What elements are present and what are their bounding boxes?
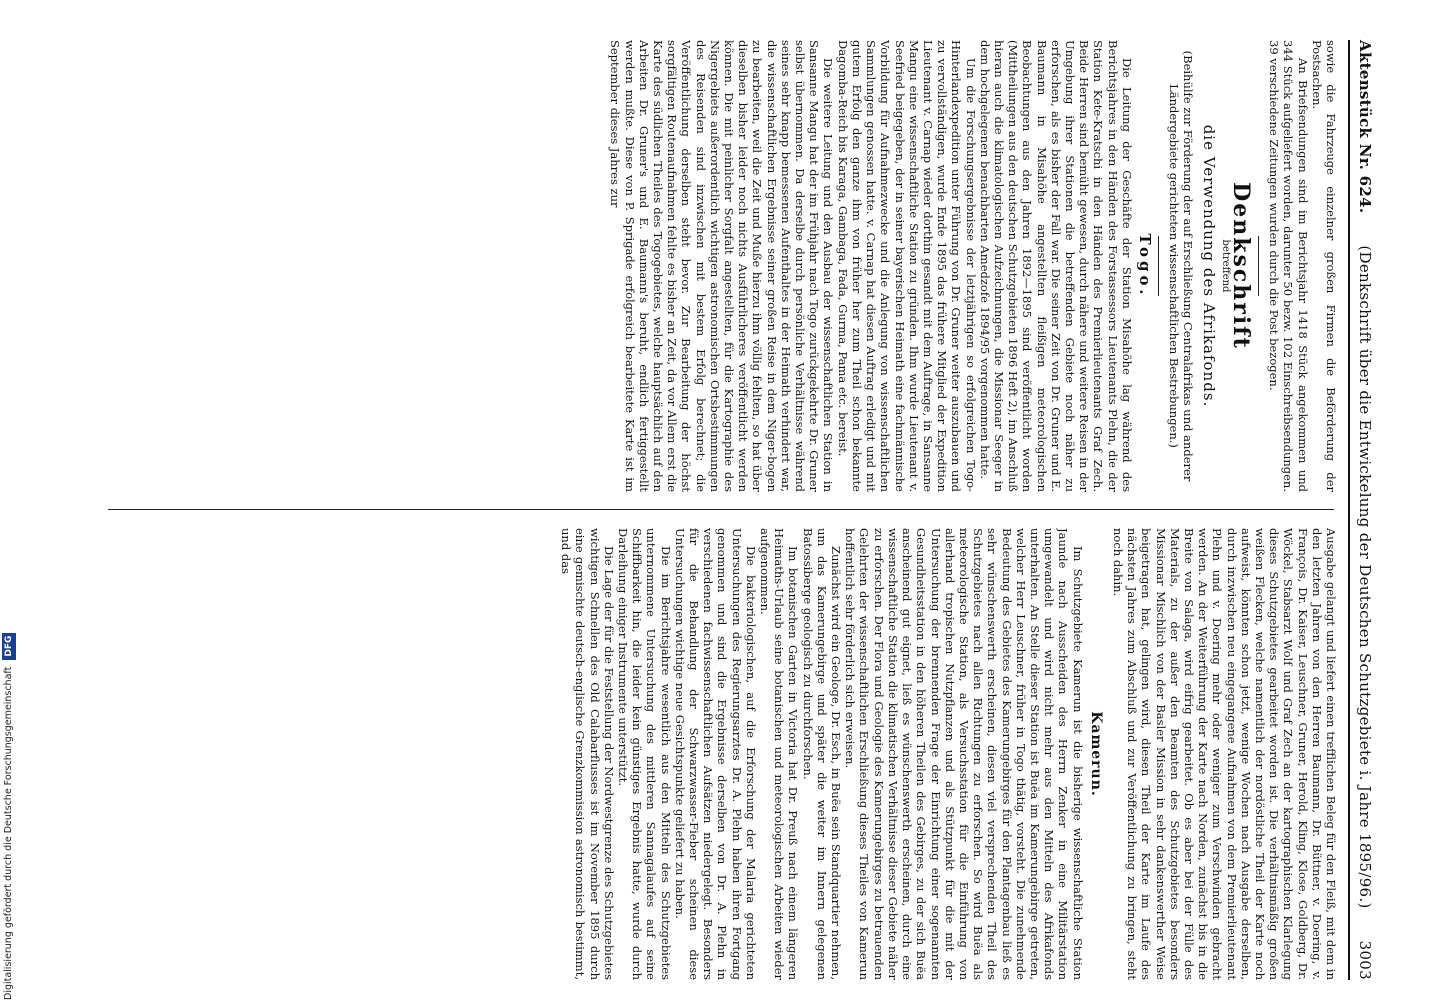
intro-paragraph: An Briefsendungen sind im Berichtsjahr 1418 Stück angekommen und 344 Stück aufgeliefert worden, darunter 50 bezw. 102 Einschreibsendungen. 39 verschiedene Zeitungen wurden durch die Post bezogen. [1267,40,1310,492]
kamerun-paragraph: Zunächst wird ein Geologe, Dr. Esch, in Buëa sein Standquartier nehmen, um das Kamerungebirge und später die weiter im Innern gelegenen Batossiberge geologisch zu durchforschen. [800,528,844,980]
togo-paragraph: Die weitere Leitung und den Ausbau der wissenschaftlichen Station in Sansanne Mangu hat der im Frühjahr nach Togo zurückgekehrte Dr. Gruner selbst übernommen. Da derselbe durch persönliche Verhältnisse während seines sehr knapp bemessenen Aufenthaltes in der Heimath verhindert war, die wissenschaftlichen Ergebnisse seiner großen Reise in dem Niger-bogen zu bearbeiten, weil die Zeit und Muße hierzu ihm völlig fehlten, so hat über dieselben bisher leider noch nichts Ausführlicheres veröffentlicht werden können. Die mit peinlicher Sorgfalt angestellten, für die Kartographie des Nigergebiets außerordentlich wichtigen astronomischen Ortsbestimmungen des Reisenden sind inzwischen mit bestem Erfolg berechnet; die Veröffentlichung derselben steht bevor. Zur Bearbeitung der höchst sorgfältigen Routenaufnahmen fehlte es bisher an Zeit, da vor Allem erst die Karte des südlichen Theiles des Togogebietes, welche hauptsächlich auf den Arbeiten Dr. Gruner's und E. Baumann's beruht, endlich fertiggestellt werden mußte. Diese von P. Sprigade erfolgreich bearbeitete Karte ist im September dieses Jahres zur [608,40,836,492]
section-heading-togo: Togo. [1135,233,1154,299]
separator-rule [1158,236,1159,296]
memorandum-subtitle: betreffend [1219,239,1231,293]
kamerun-paragraph: Im botanischen Garten in Victoria hat Dr. Preuß nach einem längeren Heimaths-Urlaub seine botanischen und meteorologischen Arbeiten wieder aufgenommen. [758,528,801,980]
digitization-credit [2,580,16,1000]
intro-paragraph: sowie die Fahrzeuge einzelner großen Firmen die Beförderung der Postsachen. [1309,40,1338,492]
page-number: 3003 [1356,940,1374,980]
kamerun-paragraph: Die im Berichtsjahre wesentlich aus den Mitteln des Schutzgebietes unternommene Untersuchung des mittleren Sannagalaufes auf seine Schiffbarkeit hin, die leider kein günstiges Ergebnis hatte, wurde durch Darleihung einiger Instrumente unterstützt. [616,528,673,980]
credit-text: Digitalisierung gefördert durch die Deutsche Forschungsgemeinschaft [3,666,14,1000]
separator-rule [1258,236,1259,296]
left-column [108,40,1338,492]
kamerun-paragraph: Die Lage der für die Feststellung der Nordwestgrenze des Schutzgebietes wichtigen Schnellen des Old Calabarflusses ist im November 1895 durch eine gemischte deutsch-englische Grenzkommission astronomisch bestimmt, und das [559,528,616,980]
togo-paragraph: Um die Forschungsergebnisse der letztjährigen so erfolgreichen Togo-Hinterlandexpedition unter Führung von Dr. Gruner weiter auszubauen und zu vervollständigen, wurde Ende 1895 das frühere Mitglied der Expedition Lieutenant v. Carnap wieder dorthin gesandt mit dem Auftrage, in Sansanne Mangu eine wissenschaftliche Station zu gründen. Ihm wurde Lieutenant v. Seefried beigegeben, der in seiner bayerischen Heimath eine fachmännische Vorbildung für Aufnahmezwecke und die Anlegung von wissenschaftlichen Sammlungen genossen hatte. v. Carnap hat diesen Auftrag erledigt und mit gutem Erfolg den ganze ihm von früher her zum Theil schon bekannte Dagomba-Reich bis Karaga, Gambaga, Fada, Gurma, Pama etc. bereist. [835,40,978,492]
togo-paragraph: Die Leitung der Geschäfte der Station Misahöhe lag während des Berichtsjahres in den Händen des Forstassessors Lieutenants Plehn, die der Station Kete-Kratschi in den Händen des Premierlieutenants Graf Zech. Beide Herren sind bemüht gewesen, durch nähere und weitere Reisen in der Umgebung ihrer Stationen die betreffenden Gebiete noch näher zu erforschen, als es bisher der Fall war. Die seiner Zeit von Dr. Gruner und E. Baumann in Misahöhe angestellten fleißigen meteorologischen Beobachtungen aus den Jahren 1892—1895 sind veröffentlicht worden (Mittheilungen aus den deutschen Schutzgebieten 1896 Heft 2), im Anschluß hieran auch die klimatologischen Aufzeichnungen, die Missionar Seeger in dem hochgelegenen benachbarten Amedzofe 1894/95 vorgenommen hatte. [977,40,1134,492]
page-header [1348,40,1380,980]
running-title: (Denkschrift über die Entwickelung der Deutschen Schutzgebiete i. Jahre 1895/96.) [1356,245,1374,909]
memorandum-subject: die Verwendung des Afrikafonds. [1199,124,1218,408]
dfg-logo-icon: DFG [2,633,16,660]
kamerun-paragraph: Im Schutzgebiete Kamerun ist die bisherige wissenschaftliche Station Jaunde nach Ausscheiden des Herrn Zenker in eine Militärstation umgewandelt und wird nicht mehr aus den Mitteln des Afrikafonds unterhalten. An Stelle dieser Station ist Buëa im Kamerungebirge getreten, welcher Herr Leuschner, früher in Togo thätig, vorsteht. Die zunehmende Bedeutung des Gebietes des Kamerungebirges für den Plantagenbau ließ es sehr wünschenswerth erscheinen, diesen viel versprechenden Theil des Schutzgebietes nach allen Richtungen zu erforschen. So wird Buëa als meteorologische Station, als Versuchsstation für die Einführung von allerhand tropischen Nutzpflanzen und als Stützpunkt für die mit der Untersuchung der brennenden Frage der Einrichtung einer sogenannten Gesundheitsstation in den höheren Theilen des Gebirges, zu der sich Buëa anscheinend gut eignet, ließ es wünschenswerth erscheinen, durch eine wissenschaftliche Station die klimatischen Verhältnisse dieser Gebiete näher zu erforschen. Der Flora und Geologie des Kamerungebirges zu betrauenden Gelehrten der wissenschaftlichen Erschließung dieses Theiles von Kamerun hoffentlich sehr förderlich sich erweisen. [843,528,1085,980]
right-column [108,528,1338,980]
column-divider [108,509,1334,510]
kamerun-paragraph: Die bakteriologischen, auf die Erforschung der Malaria gerichteten Untersuchungen des Regierungsarztes Dr. A. Plehn haben ihren Fortgang genommen und sind die Ergebnisse derselben von Dr. A. Plehn in verschiedenen fachwissenschaftlichen Aufsätzen niedergelegt. Besonders für die Behandlung der Schwarzwasser-Fieber scheinen diese Untersuchungen wichtige neue Gesichtspunkte geliefert zu haben. [672,528,758,980]
memorandum-title: Denkschrift [1227,182,1254,350]
section-heading-kamerun: Kamerun. [1087,711,1104,797]
memorandum-scope: (Beihülfe zur Förderung der auf Erschließung Centralafrikas und anderer Ländergebiete gerichteten wissenschaftlichen Bestrebungen.) [1167,50,1196,482]
document-number: Aktenstück Nr. 624. [1356,40,1374,214]
rotated-document-page [90,40,1380,980]
intro-paragraph: Ausgabe gelangt und liefert einen trefflichen Beleg für den Fleiß, mit dem in den letzten Jahren von den Herren Baumann, Dr. Büttner, v. Doering, v. François, Dr. Kaiser, Leuschner, Gruner, Herold, Kling, Klose, Goldberg, Dr. Wöckel, Stabsarzt Wolf und Graf Zech an der kartographischen Klarlegung dieses Schutzgebietes gearbeitet worden ist. Die verhältnismäßig großen weißen Flecken, welche namentlich der nordöstliche Theil der Karte noch aufweist, könnten schon jetzt, wenige Wochen nach Ausgabe derselben, durch inzwischen neu eingegangene Aufnahmen von dem Premierlieutenant Plehn und v. Doering mehr oder weniger zum Verschwinden gebracht werden. An der Weiterführung der Karte nach Norden, zunächst bis in die Breite von Salaga, wird eifrig gearbeitet. Ob es aber bei der Fülle des Materials, zu der außer den Beamten des Schutzgebietes besonders Missionar Mischlich von der Basler Mission in sehr dankenswerther Weise beigetragen hat, gelingen wird, diesen Theil der Karte im Laufe des nächsten Jahres zum Abschluß und zur Veröffentlichung zu bringen, steht noch dahin. [1110,528,1338,980]
